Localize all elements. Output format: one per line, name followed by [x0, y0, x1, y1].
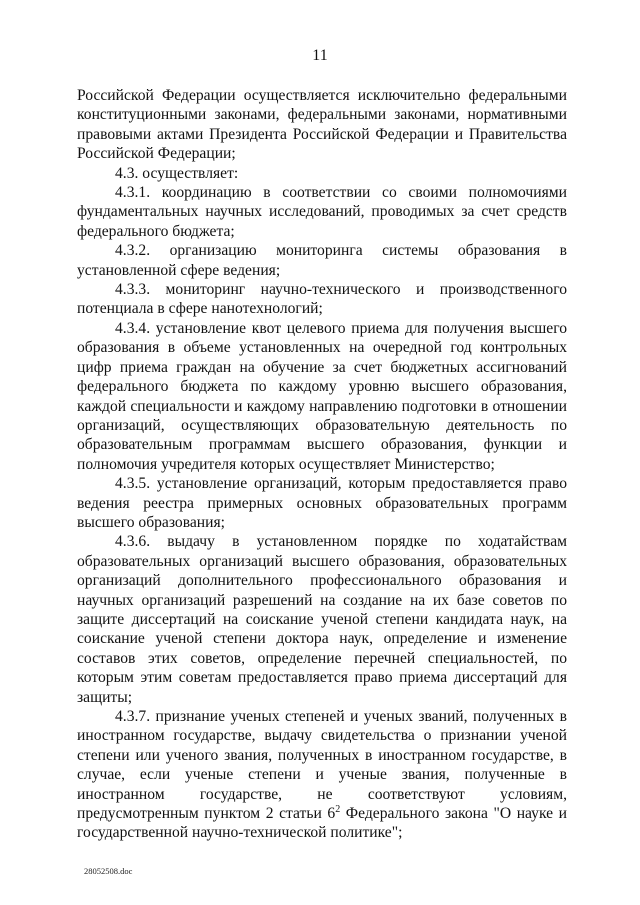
- paragraph-4-3-4: 4.3.4. установление квот целевого приема для получения высшего образования в объеме установленных на очередной год контрольных цифр приема граждан на обучение за счет бюджетных ассигнований федерального бюджета по каждому уровню высшего образования, каждой специальности и каждому направлению подготовки в отношении организаций, осуществляющих образовательную деятельность по образовательным программам высшего образования, функции и полномочия учредителя которых осуществляет Министерство;: [77, 319, 567, 473]
- paragraph-4-3-7-text-end: Федерального закона "О науке и государственной научно-технической политике";: [77, 805, 568, 842]
- paragraph-4-3-2: 4.3.2. организацию мониторинга системы образования в установленной сфере ведения;: [77, 242, 567, 279]
- paragraph-4-3-6: 4.3.6. выдачу в установленном порядке по ходатайствам образовательных организаций высшего образования, образовательных организаций дополнительного профессионального образования и научных организаций разрешений на создание на их базе советов по защите диссертаций на соискание ученой степени кандидата наук, на соискание ученой степени доктора наук, определение и изменение составов этих советов, определение перечней специальностей, по которым этим советам предоставляется право приема диссертаций для защиты;: [77, 533, 567, 706]
- paragraph-4-3-7-text-start: 4.3.7. признание ученых степеней и ученых званий, полученных в иностранном государстве, выдачу свидетельства о признании ученой степени или ученого звания, полученных в иностранном государстве, в случае, если ученые степени и ученые звания, полученные в иностранном государстве, не соответствуют условиям, предусмотренным пунктом 2 статьи 6: [77, 708, 567, 823]
- paragraph-4-3-5: 4.3.5. установление организаций, которым предоставляется право ведения реестра примерных основных образовательных программ высшего образования;: [77, 475, 567, 531]
- file-name-footer: 28052508.doc: [84, 866, 133, 876]
- paragraph-4-3-7: [77, 707, 567, 843]
- paragraph-4-3-3: 4.3.3. мониторинг научно-технического и производственного потенциала в сфере нанотехнологий;: [77, 281, 567, 318]
- superscript-marker: 2: [335, 803, 341, 815]
- paragraph-4-3: 4.3. осуществляет:: [115, 164, 239, 182]
- document-body: [77, 86, 567, 843]
- paragraph-continuation: Российской Федерации осуществляется исключительно федеральными конституционными законами, федеральными законами, нормативными правовыми актами Президента Российской Федерации и Правительства Российской Федерации;: [77, 87, 567, 163]
- paragraph-4-3-1: 4.3.1. координацию в соответствии со своими полномочиями фундаментальных научных исследований, проводимых за счет средств федерального бюджета;: [77, 184, 567, 240]
- page-number: 11: [312, 47, 328, 64]
